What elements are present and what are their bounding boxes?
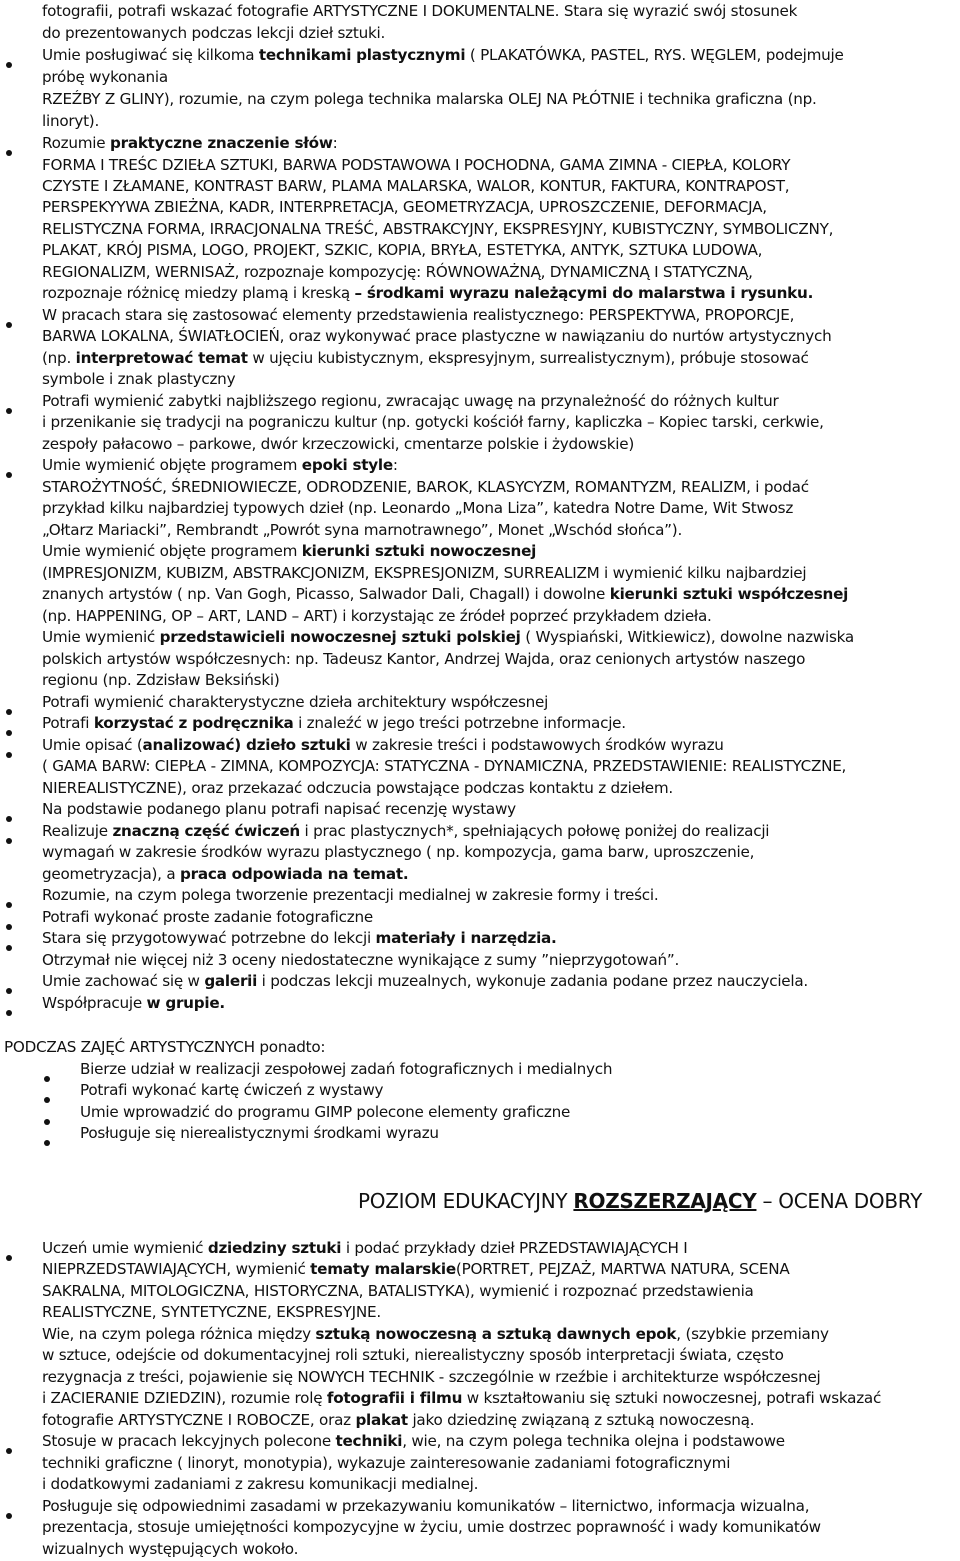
text-line (4, 1037, 325, 1058)
text-line (42, 842, 754, 863)
bold-text-run: przedstawicieli nowoczesnej sztuki polskiej (159, 628, 521, 646)
text-run: Rozumie, na czym polega tworzenie prezentacji medialnej w zakresie formy i treści. (42, 886, 659, 904)
text-line (42, 692, 548, 713)
text-run: , (szybkie przemiany (676, 1325, 829, 1343)
text-run: W pracach stara się zastosować elementy przedstawienia realistycznego: PERSPEKTYWA, PROPORCJE, (42, 306, 795, 324)
bullet-icon (6, 752, 12, 758)
text-run: Potrafi wymienić zabytki najbliższego regionu, zwracając uwagę na przynależność do różnych kultur (42, 392, 779, 410)
text-line (80, 1080, 383, 1101)
text-line (42, 1388, 881, 1409)
text-line (42, 1367, 821, 1388)
text-line (42, 111, 99, 132)
text-run: linoryt). (42, 112, 100, 130)
text-run: regionu (np. Zdzisław Beksiński) (42, 671, 280, 689)
bold-text-run: fotografii i filmu (326, 1389, 463, 1407)
text-run: ( Wyspiański, Witkiewicz), dowolne nazwiska (520, 628, 854, 646)
text-run: rozpoznaje różnicę miedzy plamą i kreską (42, 284, 355, 302)
text-line (42, 971, 808, 992)
text-line (42, 649, 805, 670)
level-heading (358, 1188, 922, 1214)
bullet-icon (6, 945, 12, 951)
bullet-icon (6, 709, 12, 715)
text-line (42, 498, 793, 519)
text-line (42, 885, 658, 906)
text-run: RZEŹBY Z GLINY), rozumie, na czym polega technika malarska OLEJ NA PŁÓTNIE i technika graficzna (np. (42, 90, 817, 108)
text-line (42, 197, 767, 218)
text-run: Umie opisać ( (42, 736, 143, 754)
text-line (42, 864, 408, 885)
text-run: Umie zachować się w (42, 972, 205, 990)
text-line (42, 606, 712, 627)
text-run: prezentacja, stosuje umiejętności kompozycyjne w życiu, umie dostrzec poprawność i wady komunikatów (42, 1518, 821, 1536)
bold-text-run: sztuką nowoczesną a sztuką dawnych epok (315, 1325, 677, 1343)
text-line (42, 67, 168, 88)
text-line (42, 1410, 754, 1431)
text-line (42, 541, 536, 562)
heading-grade: – OCENA DOBRY (756, 1189, 923, 1213)
bullet-icon (44, 1076, 50, 1082)
text-run: Bierze udział w realizacji zespołowej zadań fotograficznych i medialnych (80, 1060, 613, 1078)
bullet-icon (6, 472, 12, 478)
text-run: symbole i znak plastyczny (42, 370, 236, 388)
text-run: Wie, na czym polega różnica między (42, 1325, 316, 1343)
text-line (42, 155, 790, 176)
text-run: PLAKAT, KRÓJ PISMA, LOGO, PROJEKT, SZKIC, KOPIA, BRYŁA, ESTETYKA, ANTYK, SZTUKA LUDOWA, (42, 241, 763, 259)
bullet-icon (6, 322, 12, 328)
text-line (42, 1496, 809, 1517)
text-run: wymagań w zakresie środków wyrazu plastycznego ( np. kompozycja, gama barw, uproszczenie, (42, 843, 755, 861)
text-run: rezygnacja z treści, pojawienie się NOWYCH TECHNIK - szczególnie w rzeźbie i architekturze współczesnej (42, 1368, 821, 1386)
bullet-icon (44, 1097, 50, 1103)
text-line (42, 1238, 688, 1259)
text-line (42, 1302, 381, 1323)
text-run: STAROŻYTNOŚĆ, ŚREDNIOWIECZE, ODRODZENIE, BAROK, KLASYCYZM, ROMANTYZM, REALIZM, i podać (42, 478, 809, 496)
text-line (42, 434, 634, 455)
text-line (42, 950, 679, 971)
text-line (42, 262, 753, 283)
text-line (42, 584, 848, 605)
bullet-icon (6, 816, 12, 822)
text-run: Posługuje się odpowiednimi zasadami w przekazywaniu komunikatów – liternictwo, informacja wizualna, (42, 1497, 810, 1515)
text-run: i prac plastycznych*, spełniających połowę poniżej do realizacji (299, 822, 770, 840)
text-run: zespoły pałacowo – parkowe, dwór krzeczowicki, cmentarze polskie i żydowskie) (42, 435, 635, 453)
bullet-icon (6, 408, 12, 414)
text-run: próbę wykonania (42, 68, 168, 86)
bold-text-run: – środkami wyrazu należącymi do malarstwa i rysunku. (354, 284, 814, 302)
text-line (42, 928, 557, 949)
text-line (42, 670, 280, 691)
text-run: SAKRALNA, MITOLOGICZNA, HISTORYCZNA, BATALISTYKA), wymienić i rozpoznać przedstawienia (42, 1282, 754, 1300)
text-line (42, 563, 806, 584)
text-run: Na podstawie podanego planu potrafi napisać recenzję wystawy (42, 800, 516, 818)
bullet-icon (6, 988, 12, 994)
text-run: do prezentowanych podczas lekcji dzieł sztuki. (42, 24, 386, 42)
text-run: RELISTYCZNA FORMA, IRRACJONALNA TREŚĆ, ABSTRAKCYJNY, EKSPRESYJNY, KUBISTYCZNY, SYMBOLICZNY, (42, 220, 834, 238)
text-line (42, 219, 833, 240)
text-run: , wie, na czym polega technika olejna i podstawowe (402, 1432, 785, 1450)
text-run: Potrafi wykonać kartę ćwiczeń z wystawy (80, 1081, 384, 1099)
text-line (42, 240, 762, 261)
text-line (42, 1517, 821, 1538)
text-run: znanych artystów ( np. Van Gogh, Picasso, Salwador Dali, Chagall) i dowolne (42, 585, 610, 603)
text-run: fotografii, potrafi wskazać fotografie ARTYSTYCZNE I DOKUMENTALNE. Stara się wyrazić swój stosunek (42, 2, 798, 20)
text-run: w ujęciu kubistycznym, ekspresyjnym, surrealistycznym), próbuje stosować (247, 349, 809, 367)
bold-text-run: praktyczne znaczenie słów (109, 134, 333, 152)
bold-text-run: materiały i narzędzia. (375, 929, 557, 947)
bold-text-run: tematy malarskie (310, 1260, 456, 1278)
text-line (42, 133, 337, 154)
text-line (42, 305, 794, 326)
text-line (42, 1474, 478, 1495)
text-run: (PORTRET, PEJZAŻ, MARTWA NATURA, SCENA (455, 1260, 790, 1278)
text-line (42, 821, 769, 842)
text-run: w sztuce, odejście od dokumentacyjnej roli sztuki, nierealistyczny sposób interpretacji świata, często (42, 1346, 784, 1364)
text-line (42, 23, 385, 44)
text-run: Umie wymienić objęte programem (42, 456, 302, 474)
text-run: Umie wymienić (42, 628, 160, 646)
text-run: CZYSTE I ZŁAMANE, KONTRAST BARW, PLAMA MALARSKA, WALOR, KONTUR, FAKTURA, KONTRAPOST, (42, 177, 790, 195)
bullet-icon (6, 730, 12, 736)
bullet-icon (6, 1010, 12, 1016)
text-line (42, 176, 789, 197)
bullet-icon (6, 150, 12, 156)
text-run: „Ołtarz Mariacki”, Rembrandt „Powrót syna marnotrawnego”, Monet „Wschód słońca”). (42, 521, 683, 539)
bold-text-run: znaczną część ćwiczeń (112, 822, 300, 840)
text-line (80, 1102, 570, 1123)
text-run: Stara się przygotowywać potrzebne do lekcji (42, 929, 376, 947)
text-run: Posługuje się nierealistycznymi środkami wyrazu (80, 1124, 439, 1142)
bullet-icon (44, 1119, 50, 1125)
bold-text-run: techniki (335, 1432, 403, 1450)
text-run: geometryzacja), a (42, 865, 180, 883)
text-run: Potrafi wymienić charakterystyczne dzieła architektury współczesnej (42, 693, 549, 711)
heading-level-name: ROZSZERZAJĄCY (573, 1189, 757, 1213)
text-run: FORMA I TREŚC DZIEŁA SZTUKI, BARWA PODSTAWOWA I POCHODNA, GAMA ZIMNA - CIEPŁA, KOLORY (42, 156, 791, 174)
bold-text-run: interpretować temat (75, 349, 248, 367)
text-line (42, 993, 225, 1014)
text-line (42, 713, 626, 734)
text-run: ( GAMA BARW: CIEPŁA - ZIMNA, KOMPOZYCJA: STATYCZNA - DYNAMICZNA, PRZEDSTAWIENIE: REALISTYCZNE, (42, 757, 847, 775)
text-run: Stosuje w pracach lekcyjnych polecone (42, 1432, 336, 1450)
text-line (42, 778, 673, 799)
text-run: Współpracuje (42, 994, 147, 1012)
text-run: w zakresie treści i podstawowych środków wyrazu (350, 736, 724, 754)
bullet-icon (6, 902, 12, 908)
bold-text-run: w grupie. (146, 994, 225, 1012)
bold-text-run: kierunki sztuki nowoczesnej (301, 542, 537, 560)
bold-text-run: epoki style (301, 456, 393, 474)
text-run: REGIONALIZM, WERNISAŻ, rozpoznaje kompozycję: RÓWNOWAŻNĄ, DYNAMICZNĄ I STATYCZNĄ, (42, 263, 753, 281)
text-run: ( PLAKATÓWKA, PASTEL, RYS. WĘGLEM, podejmuje (465, 46, 844, 64)
text-run: i znaleźć w jego treści potrzebne informacje. (293, 714, 626, 732)
text-run: w kształtowaniu się sztuki nowoczesnej, potrafi wskazać (462, 1389, 882, 1407)
text-run: Umie wprowadzić do programu GIMP polecone elementy graficzne (80, 1103, 571, 1121)
text-run: REALISTYCZNE, SYNTETYCZNE, EKSPRESYJNE. (42, 1303, 381, 1321)
text-line (42, 89, 817, 110)
bullet-icon (6, 1448, 12, 1454)
text-line (42, 1431, 785, 1452)
text-run: i podczas lekcji muzealnych, wykonuje zadania podane przez nauczyciela. (257, 972, 809, 990)
text-run: i przenikanie się tradycji na pograniczu kultur (np. gotycki kościół farny, kapliczka – Kopiec tarski, cerkwie, (42, 413, 824, 431)
text-line (42, 1539, 298, 1560)
bold-text-run: praca odpowiada na temat. (179, 865, 409, 883)
text-line (42, 45, 844, 66)
bold-text-run: analizować) dzieło sztuki (142, 736, 351, 754)
text-run: NIEPRZEDSTAWIAJĄCYCH, wymienić (42, 1260, 311, 1278)
text-line (42, 1345, 784, 1366)
text-run: Potrafi wykonać proste zadanie fotograficzne (42, 908, 373, 926)
text-run: i ZACIERANIE DZIEDZIN), rozumie rolę (42, 1389, 327, 1407)
text-line (42, 907, 373, 928)
text-line (80, 1123, 439, 1144)
text-line (80, 1059, 612, 1080)
text-run: PODCZAS ZAJĘĆ ARTYSTYCZNYCH ponadto: (4, 1038, 326, 1056)
heading-prefix: POZIOM EDUKACYJNY (358, 1189, 574, 1213)
text-run: jako dziedzinę związaną z sztuką nowoczesną. (407, 1411, 755, 1429)
text-line (42, 1, 797, 22)
text-line (42, 283, 813, 304)
text-line (42, 455, 398, 476)
bold-text-run: galerii (204, 972, 258, 990)
text-run: (np. (42, 349, 76, 367)
bullet-icon (6, 62, 12, 68)
text-line (42, 1281, 754, 1302)
text-run: techniki graficzne ( linoryt, monotypia), wykazuje zainteresowanie zadaniami fotograficznymi (42, 1454, 731, 1472)
text-line (42, 412, 824, 433)
text-run: Rozumie (42, 134, 110, 152)
text-run: BARWA LOKALNA, ŚWIATŁOCIEŃ, oraz wykonywać prace plastyczne w nawiązaniu do nurtów artystycznych (42, 327, 832, 345)
text-run: Umie wymienić objęte programem (42, 542, 302, 560)
text-run: polskich artystów współczesnych: np. Tadeusz Kantor, Andrzej Wajda, oraz cenionych artystów naszego (42, 650, 806, 668)
text-line (42, 1259, 789, 1280)
text-line (42, 477, 809, 498)
text-line (42, 756, 846, 777)
text-line (42, 326, 831, 347)
text-run: NIEREALISTYCZNE), oraz przekazać odczucia powstające podczas kontaktu z dziełem. (42, 779, 673, 797)
text-run: : (392, 456, 398, 474)
text-run: Potrafi (42, 714, 94, 732)
text-run: i podać przykłady dzieł PRZEDSTAWIAJĄCYCH I (341, 1239, 688, 1257)
bullet-icon (6, 838, 12, 844)
text-run: (np. HAPPENING, OP – ART, LAND – ART) i korzystając ze źródeł poprzeć przykładem dzieła. (42, 607, 712, 625)
text-run: Realizuje (42, 822, 113, 840)
bold-text-run: kierunki sztuki współczesnej (609, 585, 849, 603)
text-line (42, 735, 724, 756)
bullet-icon (6, 1255, 12, 1261)
bold-text-run: korzystać z podręcznika (93, 714, 294, 732)
text-run: i dodatkowymi zadaniami z zakresu komunikacji medialnej. (42, 1475, 479, 1493)
text-run: przykład kilku najbardziej typowych dzieł (np. Leonardo „Mona Liza”, katedra Notre Dame, Wit Stwosz (42, 499, 794, 517)
bold-text-run: technikami plastycznymi (258, 46, 466, 64)
text-line (42, 1324, 829, 1345)
text-run: PERSPEKYYWA ZBIEŻNA, KADR, INTERPRETACJA, GEOMETRYZACJA, UPROSZCZENIE, DEFORMACJA, (42, 198, 767, 216)
text-run: fotografie ARTYSTYCZNE I ROBOCZE, oraz (42, 1411, 356, 1429)
text-line (42, 1453, 730, 1474)
bullet-icon (44, 1140, 50, 1146)
text-run: (IMPRESJONIZM, KUBIZM, ABSTRAKCJONIZM, EKSPRESJONIZM, SURREALIZM i wymienić kilku najbardziej (42, 564, 807, 582)
bullet-icon (6, 1513, 12, 1519)
bullet-icon (6, 924, 12, 930)
text-run: : (332, 134, 338, 152)
text-run: Uczeń umie wymienić (42, 1239, 208, 1257)
text-line (42, 627, 854, 648)
text-run: Otrzymał nie więcej niż 3 oceny niedostateczne wynikające z sumy ”nieprzygotowań”. (42, 951, 680, 969)
text-line (42, 391, 778, 412)
text-line (42, 799, 516, 820)
text-line (42, 348, 809, 369)
bold-text-run: plakat (355, 1411, 408, 1429)
text-line (42, 520, 682, 541)
text-line (42, 369, 235, 390)
bold-text-run: dziedziny sztuki (207, 1239, 342, 1257)
text-run: wizualnych występujących wokoło. (42, 1540, 299, 1558)
text-run: Umie posługiwać się kilkoma (42, 46, 259, 64)
